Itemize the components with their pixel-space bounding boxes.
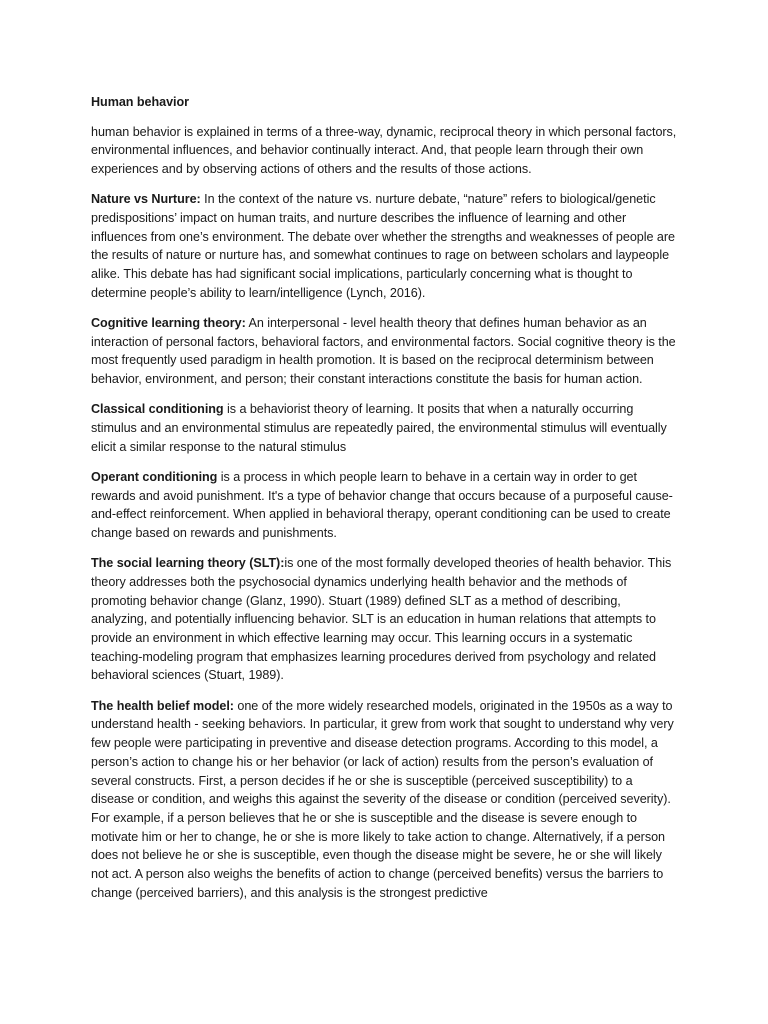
paragraph-body: is one of the most formally developed theories of health behavior. This theory addresses both the psychosocial dynamics underlying health behavior and the methods of promoting behavior change (Glanz, 1990). Stuart (1989) defined SLT as a method of describing, analyzing, and potentially influencing behavior. SLT is an education in human relations that attempts to provide an environment in which effective learning may occur. This learning occurs in a systematic teaching-modeling program that emphasizes learning procedures derived from psychology and related behavioral sciences (Stuart, 1989). (91, 556, 672, 683)
paragraph-body: one of the more widely researched models, originated in the 1950s as a way to understand health - seeking behaviors. In particular, it grew from work that sought to understand why very few people were participating in preventive and disease detection programs. According to this model, a person’s action to change his or her behavior (or lack of action) results from the person’s evaluation of several constructs. First, a person decides if he or she is susceptible (perceived susceptibility) to a disease or condition, and weighs this against the severity of the disease or condition (perceived severity). For example, if a person believes that he or she is susceptible and the disease is severe enough to motivate him or her to change, he or she is more likely to take action to change. Alternatively, if a person does not believe he or she is susceptible, even though the disease might be severe, he or she will likely not act. A person also weighs the benefits of action to change (perceived benefits) versus the barriers to change (perceived barriers), and this analysis is the strongest predictive (91, 698, 674, 900)
paragraph-heading: Operant conditioning (91, 469, 218, 484)
paragraph-heading: Classical conditioning (91, 402, 224, 417)
paragraph-intro (91, 123, 677, 179)
paragraph-body: is a behaviorist theory of learning. It posits that when a naturally occurring stimulus and an environmental stimulus are repeatedly paired, the environmental stimulus will eventually elicit a similar response to the natural stimulus (91, 402, 667, 454)
document-title: Human behavior (91, 95, 189, 109)
paragraph-social-learning-theory (91, 554, 677, 685)
paragraph-nature-vs-nurture (91, 190, 677, 302)
paragraph-operant-conditioning (91, 468, 677, 543)
paragraph-heading: The social learning theory (SLT): (91, 556, 285, 571)
paragraph-body: human behavior is explained in terms of a three-way, dynamic, reciprocal theory in which personal factors, environmental influences, and behavior continually interact. And, that people learn through their own experiences and by observing actions of others and the results of those actions. (91, 124, 677, 177)
paragraph-health-belief-model (91, 697, 677, 903)
document-page (91, 93, 677, 914)
paragraph-body: is a process in which people learn to behave in a certain way in order to get rewards and avoid punishment. It's a type of behavior change that occurs because of a purposeful cause-and-effect reinforcement. When applied in behavioral therapy, operant conditioning can be used to create change based on rewards and punishments. (91, 469, 673, 541)
paragraph-body: An interpersonal - level health theory that defines human behavior as an interaction of personal factors, behavioral factors, and environmental factors. Social cognitive theory is the most frequently used paradigm in health promotion. It is based on the reciprocal determinism between behavior, environment, and person; their constant interactions constitute the basis for human action. (91, 316, 676, 387)
paragraph-heading: The health belief model: (91, 698, 234, 713)
paragraph-heading: Cognitive learning theory: (91, 316, 246, 331)
paragraph-cognitive-learning-theory (91, 314, 677, 389)
paragraph-body: In the context of the nature vs. nurture debate, “nature” refers to biological/genetic predispositions’ impact on human traits, and nurture describes the influence of learning and other influences from one’s environment. The debate over whether the strengths and weaknesses of people are the results of nature or nurture has, and somewhat continues to rage on between scholars and laypeople alike. This debate has had significant social implications, particularly concerning what is thought to determine people’s ability to learn/intelligence (Lynch, 2016). (91, 192, 675, 300)
paragraph-heading: Nature vs Nurture: (91, 192, 201, 207)
paragraph-classical-conditioning (91, 400, 677, 456)
